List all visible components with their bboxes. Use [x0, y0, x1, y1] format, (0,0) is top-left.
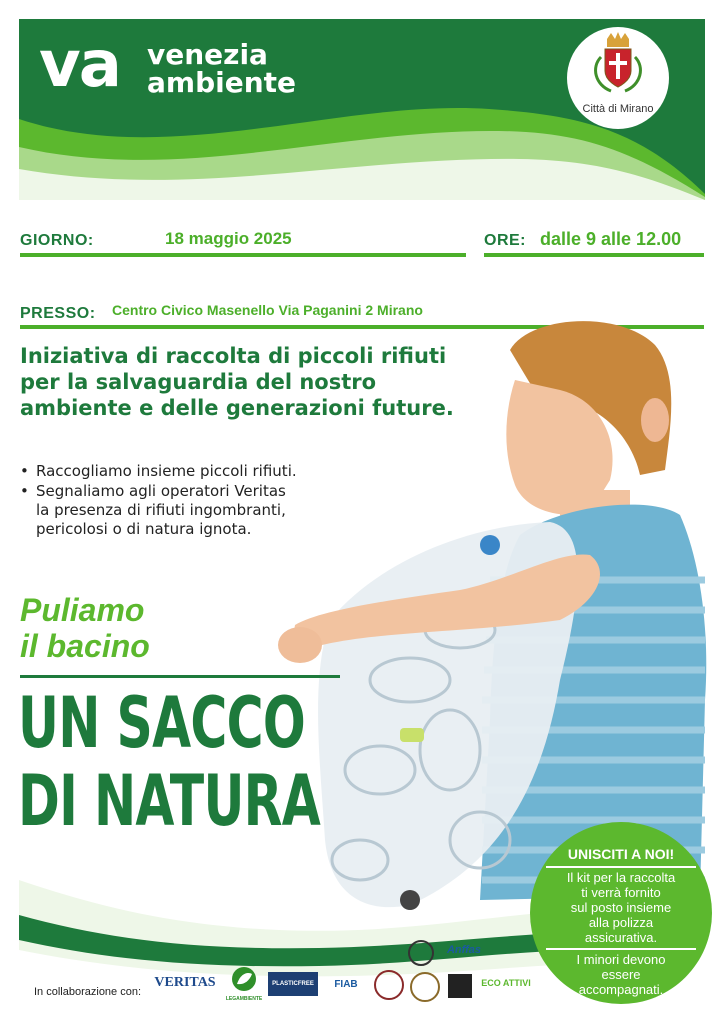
time-value: dalle 9 alle 12.00 — [540, 229, 682, 249]
municipality-emblem — [567, 27, 669, 129]
intro-line-3: ambiente e delle generazioni future. — [20, 396, 454, 420]
badge-minors-line-3: accompagnati. — [578, 982, 664, 997]
day-label: GIORNO: — [20, 232, 94, 249]
badge-kit-line-2: ti verrà fornito — [581, 885, 661, 900]
headline-line-1: UN SACCO — [18, 682, 306, 764]
badge-kit-text — [542, 870, 700, 945]
intro-line-2: per la salvaguardia del nostro — [20, 370, 377, 394]
sponsor-fiab-logo: FIAB — [334, 978, 358, 990]
coat-of-arms-icon — [567, 27, 669, 103]
time-rule — [484, 253, 704, 257]
sponsor-legambiente-logo — [226, 966, 262, 1002]
va-logo-mark: va — [39, 28, 120, 102]
join-us-badge — [530, 822, 712, 1004]
sponsor-association-2-logo — [408, 940, 434, 966]
badge-rule-top — [546, 866, 696, 868]
brand-line-2: ambiente — [147, 66, 297, 99]
badge-kit-line-1: Il kit per la raccolta — [566, 870, 676, 885]
badge-title: UNISCITI A NOI! — [567, 846, 675, 862]
day-value: 18 maggio 2025 — [165, 229, 292, 248]
day-rule — [20, 253, 466, 257]
slogan-line-2: il bacino — [20, 628, 150, 664]
badge-minors-line-2: essere — [601, 967, 641, 982]
bullet-2-line-3: pericolosi o di natura ignota. — [36, 520, 252, 538]
sponsor-eco-attivi-logo: ECO ATTIVI — [481, 978, 531, 988]
bullet-item — [20, 482, 400, 539]
header-banner — [19, 19, 705, 200]
bullet-1-line-1: • Raccogliamo insieme piccoli rifiuti. — [36, 462, 297, 480]
badge-rule-bottom — [546, 948, 696, 950]
bullet-list — [20, 462, 400, 540]
slogan-line-1: Puliamo — [20, 592, 145, 628]
headline-line-2: DI NATURA — [18, 760, 321, 842]
brand-line-1: venezia — [147, 38, 268, 71]
bullet-2-line-2: la presenza di rifiuti ingombranti, — [36, 501, 286, 519]
sponsor-legambiente-label: LEGAMBIENTE — [225, 996, 263, 1002]
headline — [18, 684, 320, 840]
badge-kit-line-4: alla polizza — [588, 915, 654, 930]
brand-name — [147, 38, 297, 99]
sponsor-veritas-logo: VERITAS — [154, 975, 216, 990]
place-label: PRESSO: — [20, 305, 96, 322]
bullet-2-line-1: • Segnaliamo agli operatori Veritas — [36, 482, 286, 500]
badge-kit-line-5: assicurativa. — [584, 930, 658, 945]
collaboration-label: In collaborazione con: — [34, 986, 142, 998]
sponsor-anffas-logo: Anffas — [446, 944, 482, 956]
badge-kit-line-3: sul posto insieme — [570, 900, 672, 915]
bullet-item — [20, 462, 400, 481]
intro-line-1: Iniziativa di raccolta di piccoli rifiuti — [20, 344, 447, 368]
sponsor-scouts-logo — [410, 972, 440, 1002]
sponsor-association-1-logo — [374, 970, 404, 1000]
sponsor-plasticfree-logo: PLASTICFREE — [268, 972, 318, 996]
sponsor-club-logo — [448, 974, 472, 998]
place-value: Centro Civico Masenello Via Paganini 2 Mirano — [112, 302, 423, 318]
intro-text — [20, 343, 490, 421]
badge-minors-text — [542, 952, 700, 997]
badge-minors-line-1: I minori devono — [576, 952, 666, 967]
municipality-name: Città di Mirano — [582, 103, 654, 115]
legambiente-leaf-icon — [229, 966, 259, 992]
time-label: ORE: — [484, 232, 526, 249]
slogan — [20, 592, 150, 664]
slogan-rule — [20, 675, 340, 678]
